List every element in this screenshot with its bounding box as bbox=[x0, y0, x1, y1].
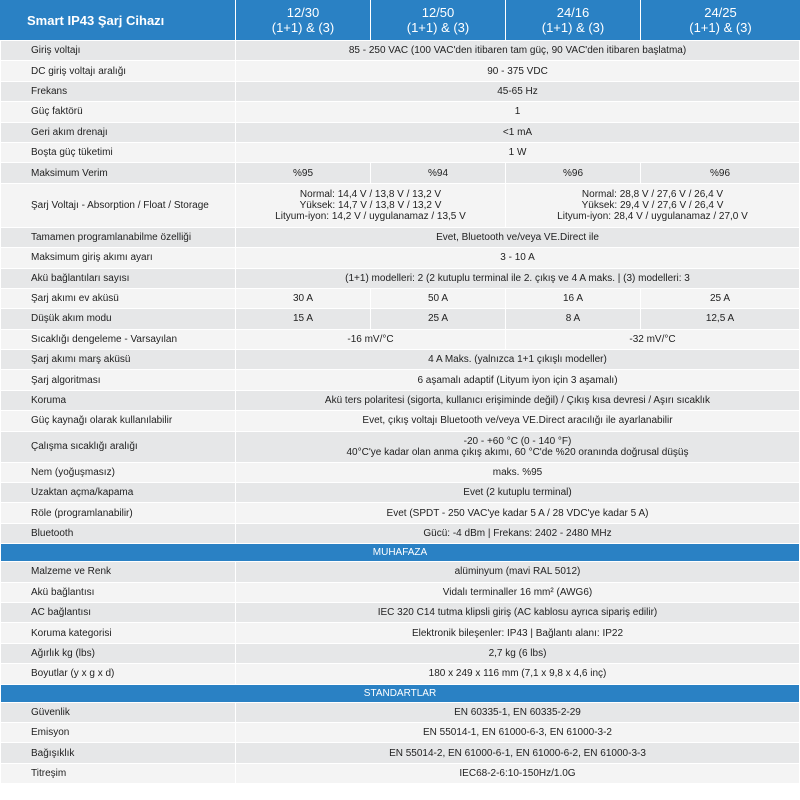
spec-value: %94 bbox=[371, 163, 506, 183]
spec-value: Evet (SPDT - 250 VAC'ye kadar 5 A / 28 VDC'ye kadar 5 A) bbox=[236, 503, 800, 523]
section-header-standards bbox=[1, 684, 800, 702]
spec-row bbox=[1, 350, 800, 370]
spec-header bbox=[0, 0, 800, 40]
spec-value: %96 bbox=[641, 163, 800, 183]
spec-label: Çalışma sıcaklığı aralığı bbox=[1, 431, 236, 462]
model-variant: (1+1) & (3) bbox=[541, 20, 605, 35]
spec-label: Akü bağlantıları sayısı bbox=[1, 268, 236, 288]
spec-value: 50 A bbox=[371, 288, 506, 308]
spec-value: EN 55014-2, EN 61000-6-1, EN 61000-6-2, EN 61000-3-3 bbox=[236, 743, 800, 763]
voltage-line: Normal: 14,4 V / 13,8 V / 13,2 V bbox=[299, 188, 442, 200]
spec-value: Evet, Bluetooth ve/veya VE.Direct ile bbox=[236, 227, 800, 247]
spec-label: Malzeme ve Renk bbox=[1, 562, 236, 582]
model-variant: (1+1) & (3) bbox=[271, 20, 335, 35]
spec-row bbox=[1, 370, 800, 390]
spec-value: 6 aşamalı adaptif (Lityum iyon için 3 aşamalı) bbox=[236, 370, 800, 390]
model-variant: (1+1) & (3) bbox=[406, 20, 470, 35]
spec-label: Titreşim bbox=[1, 763, 236, 783]
spec-row bbox=[1, 602, 800, 622]
spec-value: 85 - 250 VAC (100 VAC'den itibaren tam güç, 90 VAC'den itibaren başlatma) bbox=[236, 41, 800, 61]
spec-label: Boyutlar (y x g x d) bbox=[1, 664, 236, 684]
spec-value: %96 bbox=[506, 163, 641, 183]
spec-label: Güç faktörü bbox=[1, 102, 236, 122]
spec-row bbox=[1, 643, 800, 663]
spec-value: (1+1) modelleri: 2 (2 kutuplu terminal ile 2. çıkış ve 4 A maks. | (3) modelleri: 3 bbox=[236, 268, 800, 288]
spec-row bbox=[1, 462, 800, 482]
spec-label: Şarj akımı ev aküsü bbox=[1, 288, 236, 308]
spec-value: IEC 320 C14 tutma klipsli giriş (AC kablosu ayrıca sipariş edilir) bbox=[236, 602, 800, 622]
spec-row bbox=[1, 122, 800, 142]
spec-row-low-current bbox=[1, 309, 800, 329]
spec-value: 12,5 A bbox=[641, 309, 800, 329]
model-header-12-30 bbox=[235, 0, 370, 40]
spec-label: Sıcaklığı dengeleme - Varsayılan bbox=[1, 329, 236, 349]
spec-row bbox=[1, 503, 800, 523]
spec-row-efficiency bbox=[1, 163, 800, 183]
model-header-24-16 bbox=[505, 0, 640, 40]
spec-value-24v bbox=[506, 183, 800, 227]
spec-value: alüminyum (mavi RAL 5012) bbox=[236, 562, 800, 582]
model-name: 12/30 bbox=[286, 5, 320, 20]
model-header-12-50 bbox=[370, 0, 505, 40]
section-header-enclosure bbox=[1, 544, 800, 562]
model-header-24-25 bbox=[640, 0, 800, 40]
spec-value: EN 60335-1, EN 60335-2-29 bbox=[236, 702, 800, 722]
product-title: Smart IP43 Şarj Cihazı bbox=[27, 12, 165, 28]
spec-row-temp-comp bbox=[1, 329, 800, 349]
spec-row-op-temp bbox=[1, 431, 800, 462]
spec-value: IEC68-2-6:10-150Hz/1.0G bbox=[236, 763, 800, 783]
section-title: MUHAFAZA bbox=[1, 544, 800, 562]
spec-label: Güç kaynağı olarak kullanılabilir bbox=[1, 411, 236, 431]
spec-value: 2,7 kg (6 lbs) bbox=[236, 643, 800, 663]
spec-label: Düşük akım modu bbox=[1, 309, 236, 329]
spec-label: Frekans bbox=[1, 81, 236, 101]
spec-value: maks. %95 bbox=[236, 462, 800, 482]
spec-value: 1 W bbox=[236, 142, 800, 162]
spec-label: Maksimum giriş akımı ayarı bbox=[1, 248, 236, 268]
spec-value: 8 A bbox=[506, 309, 641, 329]
spec-label: Şarj Voltajı - Absorption / Float / Storage bbox=[1, 183, 236, 227]
model-variant: (1+1) & (3) bbox=[689, 20, 752, 35]
spec-row-charge-voltage bbox=[1, 183, 800, 227]
spec-value: %95 bbox=[236, 163, 371, 183]
spec-row bbox=[1, 743, 800, 763]
spec-label: Tamamen programlanabilme özelliği bbox=[1, 227, 236, 247]
spec-value bbox=[236, 431, 800, 462]
spec-row bbox=[1, 411, 800, 431]
spec-row bbox=[1, 248, 800, 268]
spec-value: 3 - 10 A bbox=[236, 248, 800, 268]
spec-row bbox=[1, 722, 800, 742]
spec-label: Geri akım drenajı bbox=[1, 122, 236, 142]
voltage-line: Normal: 28,8 V / 27,6 V / 26,4 V bbox=[581, 188, 724, 200]
spec-row bbox=[1, 582, 800, 602]
spec-row-charge-current bbox=[1, 288, 800, 308]
spec-value: 30 A bbox=[236, 288, 371, 308]
spec-row bbox=[1, 227, 800, 247]
section-title: STANDARTLAR bbox=[1, 684, 800, 702]
model-name: 24/16 bbox=[556, 5, 590, 20]
voltage-line: Yüksek: 29,4 V / 27,6 V / 26,4 V bbox=[581, 199, 724, 211]
spec-row bbox=[1, 142, 800, 162]
model-name: 24/25 bbox=[704, 5, 737, 20]
spec-value: 90 - 375 VDC bbox=[236, 61, 800, 81]
spec-row bbox=[1, 763, 800, 783]
spec-value-12v bbox=[236, 183, 506, 227]
spec-label: Koruma kategorisi bbox=[1, 623, 236, 643]
spec-label: Uzaktan açma/kapama bbox=[1, 483, 236, 503]
spec-label: DC giriş voltajı aralığı bbox=[1, 61, 236, 81]
spec-label: Bluetooth bbox=[1, 523, 236, 543]
spec-row bbox=[1, 562, 800, 582]
spec-value: 1 bbox=[236, 102, 800, 122]
spec-label: Röle (programlanabilir) bbox=[1, 503, 236, 523]
voltage-line: Lityum-iyon: 14,2 V / uygulanamaz / 13,5 V bbox=[275, 210, 466, 222]
model-name: 12/50 bbox=[421, 5, 455, 20]
spec-value: 25 A bbox=[641, 288, 800, 308]
spec-label: Nem (yoğuşmasız) bbox=[1, 462, 236, 482]
spec-label: Boşta güç tüketimi bbox=[1, 142, 236, 162]
op-temp-line: 40°C'ye kadar olan anma çıkış akımı, 60 °C'de %20 oranında doğrusal düşüş bbox=[346, 446, 689, 458]
spec-value: EN 55014-1, EN 61000-6-3, EN 61000-3-2 bbox=[236, 722, 800, 742]
spec-value: Evet, çıkış voltajı Bluetooth ve/veya VE.Direct aracılığı ile ayarlanabilir bbox=[236, 411, 800, 431]
spec-label: Akü bağlantısı bbox=[1, 582, 236, 602]
spec-value: 180 x 249 x 116 mm (7,1 x 9,8 x 4,6 inç) bbox=[236, 664, 800, 684]
spec-row bbox=[1, 623, 800, 643]
spec-row bbox=[1, 390, 800, 410]
spec-row bbox=[1, 102, 800, 122]
spec-value: 25 A bbox=[371, 309, 506, 329]
spec-row bbox=[1, 664, 800, 684]
voltage-line: Yüksek: 14,7 V / 13,8 V / 13,2 V bbox=[299, 199, 442, 211]
spec-label: Şarj algoritması bbox=[1, 370, 236, 390]
op-temp-line: -20 - +60 °C (0 - 140 °F) bbox=[463, 435, 572, 447]
spec-label: Bağışıklık bbox=[1, 743, 236, 763]
spec-label: Emisyon bbox=[1, 722, 236, 742]
spec-value: Akü ters polaritesi (sigorta, kullanıcı erişiminde değil) / Çıkış kısa devresi / Aşırı sıcaklık bbox=[236, 390, 800, 410]
spec-row bbox=[1, 523, 800, 543]
spec-row bbox=[1, 268, 800, 288]
spec-value: <1 mA bbox=[236, 122, 800, 142]
spec-value: Elektronik bileşenler: IP43 | Bağlantı alanı: IP22 bbox=[236, 623, 800, 643]
spec-value: Vidalı terminaller 16 mm² (AWG6) bbox=[236, 582, 800, 602]
spec-label: Koruma bbox=[1, 390, 236, 410]
spec-label: Güvenlik bbox=[1, 702, 236, 722]
spec-table bbox=[0, 40, 800, 784]
spec-value: 4 A Maks. (yalnızca 1+1 çıkışlı modeller) bbox=[236, 350, 800, 370]
spec-row bbox=[1, 483, 800, 503]
spec-row bbox=[1, 61, 800, 81]
spec-label: Şarj akımı marş aküsü bbox=[1, 350, 236, 370]
spec-value: Gücü: -4 dBm | Frekans: 2402 - 2480 MHz bbox=[236, 523, 800, 543]
spec-row bbox=[1, 81, 800, 101]
spec-value: Evet (2 kutuplu terminal) bbox=[236, 483, 800, 503]
spec-value: 45-65 Hz bbox=[236, 81, 800, 101]
voltage-line: Lityum-iyon: 28,4 V / uygulanamaz / 27,0 V bbox=[557, 210, 748, 222]
spec-label: Maksimum Verim bbox=[1, 163, 236, 183]
spec-value-24v: -32 mV/°C bbox=[506, 329, 800, 349]
spec-label: Ağırlık kg (lbs) bbox=[1, 643, 236, 663]
spec-value-12v: -16 mV/°C bbox=[236, 329, 506, 349]
spec-label: AC bağlantısı bbox=[1, 602, 236, 622]
spec-value: 16 A bbox=[506, 288, 641, 308]
spec-label: Giriş voltajı bbox=[1, 41, 236, 61]
spec-row bbox=[1, 41, 800, 61]
spec-row bbox=[1, 702, 800, 722]
spec-value: 15 A bbox=[236, 309, 371, 329]
